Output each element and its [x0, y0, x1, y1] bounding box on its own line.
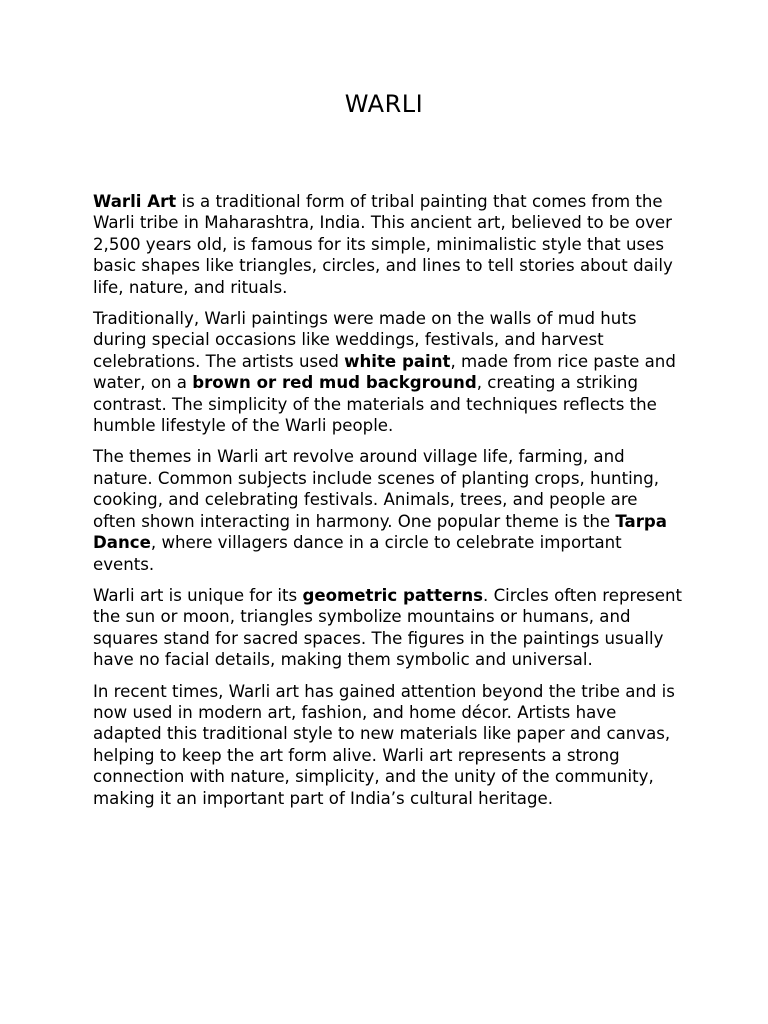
paragraph-text: The themes in Warli art revolve around village life, farming, and nature. Common subjects include scenes of planting crops, hunting, cooking, and celebrating festivals. Animals, trees, and people are often shown interacting in harmony. One popular theme is the	[93, 447, 660, 531]
paragraph-text: Traditionally, Warli paintings were made on the walls of mud huts during special occasions like weddings, festivals, and harvest celebrations. The artists used	[93, 309, 637, 371]
bold-text: Tarpa Dance	[93, 511, 667, 553]
paragraph-3	[93, 446, 683, 574]
paragraph-text: , creating a striking contrast. The simplicity of the materials and techniques reflects the humble lifestyle of the Warli people.	[93, 373, 657, 436]
paragraph-4	[93, 585, 683, 671]
bold-text: geometric patterns	[302, 585, 484, 605]
paragraph-2	[93, 308, 683, 436]
bold-text: brown or red mud background	[192, 373, 477, 393]
paragraph-text: , made from rice paste and water, on a	[93, 351, 676, 393]
paragraph-text: In recent times, Warli art has gained attention beyond the tribe and is now used in modern art, fashion, and home décor. Artists have adapted this traditional style to new materials like paper and canvas, helping to keep the art form alive. Warli art represents a strong connection with nature, simplicity, and the unity of the community, making it an important part of India’s cultural heritage.	[93, 681, 675, 808]
paragraph-text: , where villagers dance in a circle to celebrate important events.	[93, 533, 622, 574]
paragraph-1	[93, 191, 683, 298]
bold-text: Warli Art	[93, 192, 177, 211]
paragraph-text: . Circles often represent the sun or moon, triangles symbolize mountains or humans, and squares stand for sacred spaces. The figures in the paintings usually have no facial details, making them symbolic and universal.	[93, 585, 683, 670]
document-body	[93, 191, 683, 819]
paragraph-5	[93, 681, 683, 809]
bold-text: white paint	[344, 351, 451, 371]
document-title: WARLI	[344, 90, 424, 118]
paragraph-text: is a traditional form of tribal painting that comes from the Warli tribe in Maharashtra, India. This ancient art, believed to be over 2,500 years old, is famous for its simple, minimalistic style that uses basic shapes like triangles, circles, and lines to tell stories about daily life, nature, and rituals.	[93, 192, 673, 297]
paragraph-text: Warli art is unique for its	[93, 585, 303, 605]
